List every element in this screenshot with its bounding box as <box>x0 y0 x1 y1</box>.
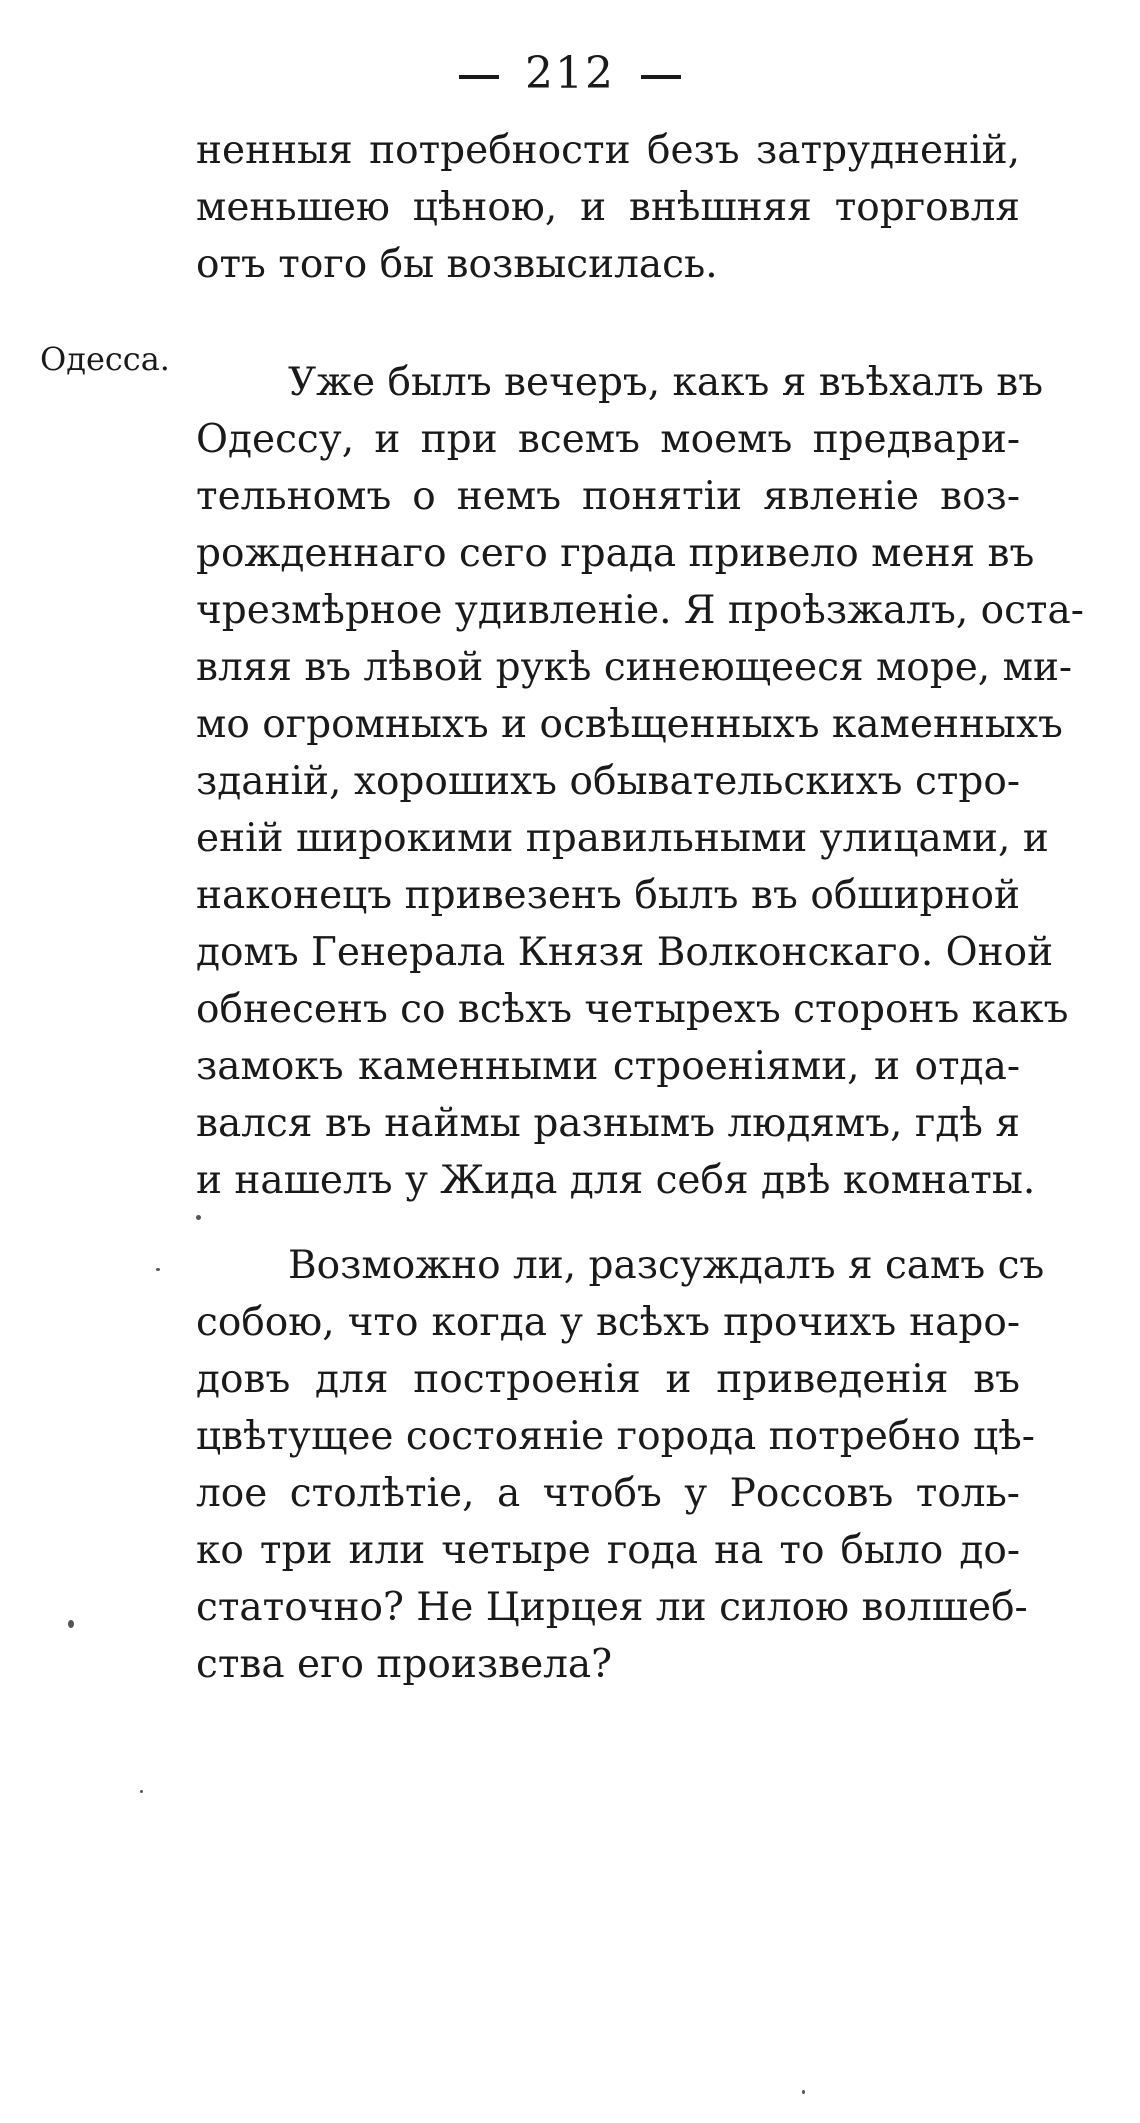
page-number: 212 <box>525 48 615 99</box>
speck <box>140 1790 143 1793</box>
text-line: вляя въ лѣвой рукѣ синеющееся море, ми- <box>196 645 1073 690</box>
speck <box>156 1268 160 1271</box>
margin-note: Одесса. <box>40 340 170 378</box>
text-line: зданій, хорошихъ обывательскихъ стро- <box>196 759 1020 804</box>
text-line: статочно? Не Цирцея ли силою волшеб- <box>196 1585 1028 1630</box>
text-line: меньшею цѣною, и внѣшняя торговля <box>196 185 1020 230</box>
text-line: мо огромныхъ и освѣщенныхъ каменныхъ <box>196 702 1063 747</box>
text-line: собою, что когда у всѣхъ прочихъ наро- <box>196 1300 1020 1345</box>
text-line: ства его произвела? <box>196 1642 613 1687</box>
odessa-paragraph <box>196 354 1084 1209</box>
text-line: наконецъ привезенъ былъ въ обширной <box>196 873 1020 918</box>
text-line: лое столѣтіе, а чтобъ у Россовъ толь- <box>196 1471 1020 1516</box>
text-line: отъ того бы возвысилась. <box>196 242 718 287</box>
speck <box>802 2090 805 2094</box>
text-line: обнесенъ со всѣхъ четырехъ сторонъ какъ <box>196 987 1069 1032</box>
header-dash-left <box>459 75 499 79</box>
rhetoric-paragraph <box>196 1237 1045 1693</box>
text-line: чрезмѣрное удивленіе. Я проѣзжалъ, оста- <box>196 588 1084 633</box>
speck <box>68 1620 74 1628</box>
page-header <box>0 48 1140 99</box>
text-line: замокъ каменными строеніями, и отда- <box>196 1044 1020 1089</box>
text-line: вался въ наймы разнымъ людямъ, гдѣ я <box>196 1101 1020 1146</box>
continuation-paragraph <box>196 122 1020 293</box>
text-line: ненныя потребности безъ затрудненій, <box>196 128 1020 173</box>
text-line: цвѣтущее состояніе города потребно цѣ- <box>196 1414 1035 1459</box>
text-line: рожденнаго сего града привело меня въ <box>196 531 1035 576</box>
text-line: еній широкими правильными улицами, и <box>196 816 1049 861</box>
speck <box>196 1215 201 1220</box>
text-line: и нашелъ у Жида для себя двѣ комнаты. <box>196 1158 1036 1203</box>
text-line: Одессу, и при всемъ моемъ предвари- <box>196 417 1020 462</box>
text-line: тельномъ о немъ понятіи явленіе воз- <box>196 474 1020 519</box>
text-line: домъ Генерала Князя Волконскаго. Оной <box>196 930 1054 975</box>
text-line: Уже былъ вечеръ, какъ я въѣхалъ въ <box>288 360 1044 405</box>
text-line: ко три или четыре года на то было до- <box>196 1528 1020 1573</box>
text-line: довъ для построенія и приведенія въ <box>196 1357 1020 1402</box>
text-line: Возможно ли, разсуждалъ я самъ съ <box>288 1243 1045 1288</box>
header-dash-right <box>641 75 681 79</box>
